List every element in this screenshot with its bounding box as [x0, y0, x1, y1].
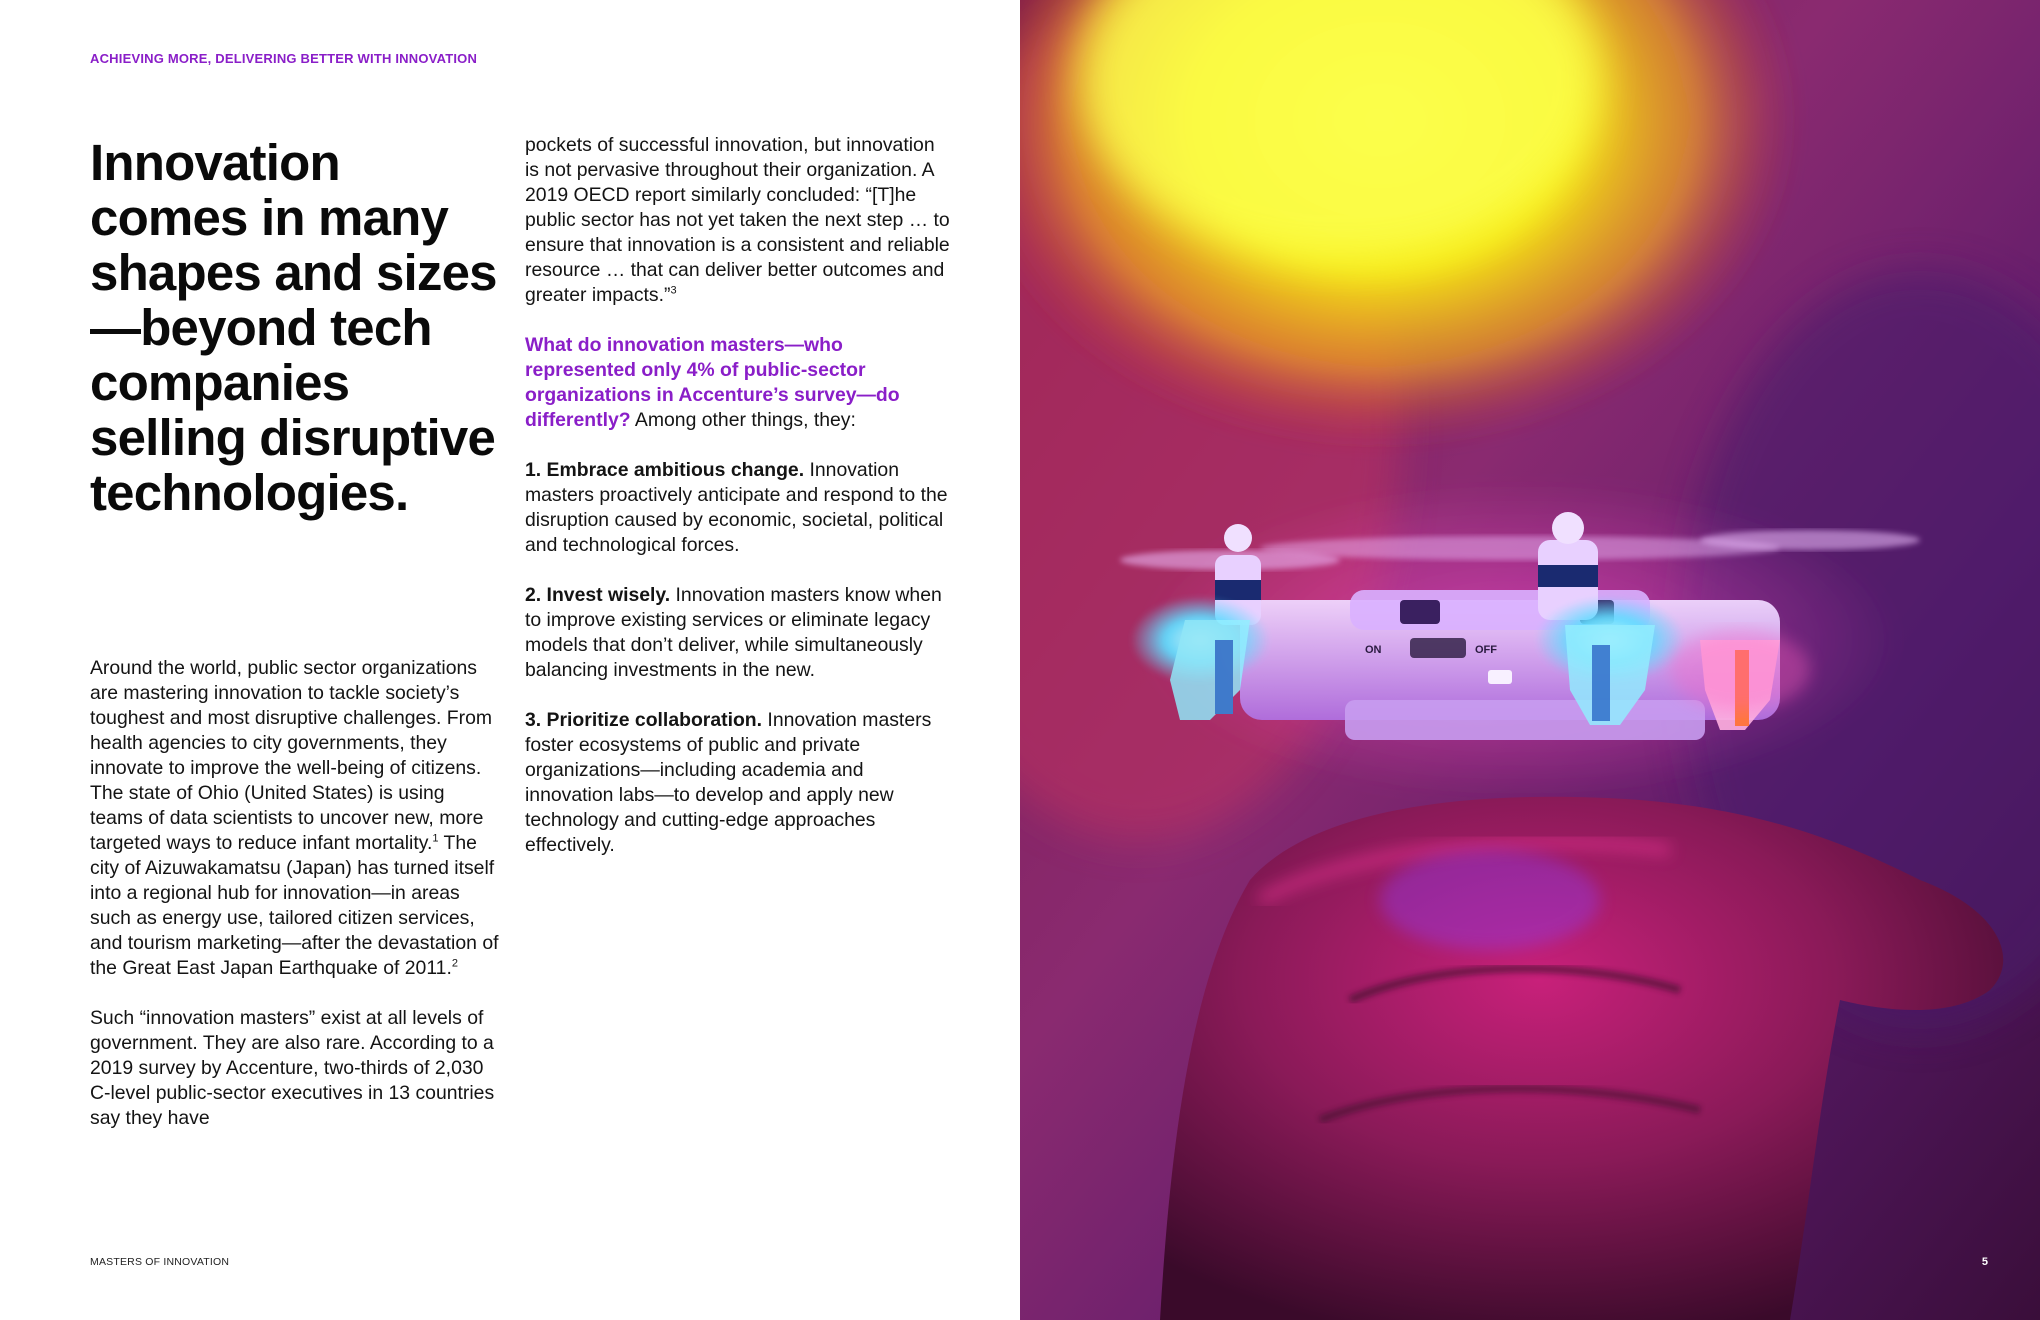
- footnote-ref-2[interactable]: 2: [451, 957, 458, 970]
- oecd-paragraph: pockets of successful innovation, but innovation is not pervasive throughout their organization. A 2019 OECD report similarly concluded: “[T]he public sector has not yet taken the next step … to ensure that innovation is a consistent and reliable resource … that can deliver better outcomes and greater impacts.”$^3$: [525, 134, 950, 306]
- footer-title: MASTERS OF INNOVATION: [90, 1256, 230, 1268]
- question-paragraph: What do innovation masters—who represented only 4% of public-sector organizations in Accenture’s survey—do differently? Among other things, they:: [525, 334, 900, 431]
- right-page: [1020, 0, 2040, 1320]
- page-number: 5: [1981, 1256, 1988, 1268]
- question-highlight: What do innovation masters—who represented only 4% of public-sector organizations in Accenture’s survey—do differently?: [525, 334, 900, 431]
- middle-text-column: [525, 133, 950, 883]
- page-headline: Innovation comes in many shapes and sizes—beyond tech companies selling disruptive technologies.: [90, 134, 497, 521]
- drone-off-label: OFF: [1475, 644, 1497, 656]
- list-item-1: 1. Embrace ambitious change. Innovation masters proactively anticipate and respond to the disruption caused by economic, societal, political and technological forces.: [525, 459, 948, 556]
- left-text-column: [90, 656, 500, 1156]
- list-item-1-title: 1. Embrace ambitious change.: [525, 459, 805, 481]
- eyebrow-header: ACHIEVING MORE, DELIVERING BETTER WITH INNOVATION: [90, 51, 478, 66]
- drone-on-label: ON: [1365, 644, 1382, 656]
- list-item-3-title: 3. Prioritize collaboration.: [525, 709, 763, 731]
- list-item-2-title: 2. Invest wisely.: [525, 584, 671, 606]
- intro-paragraph: Around the world, public sector organizations are mastering innovation to tackle society’s toughest and most disruptive challenges. From health agencies to city governments, they innovate to improve the well-being of citizens. The state of Ohio (United States) is using teams of data scientists to uncover new, more targeted ways to reduce infant mortality.$^1$ The city of Aizuwakamatsu (Japan) has turned itself into a regional hub for innovation—in areas such as energy use, tailored citizen services, and tourism marketing—after the devastation of the Great East Japan Earthquake of 2011.$^2$: [90, 657, 499, 979]
- list-item-2: 2. Invest wisely. Innovation masters know when to improve existing services or eliminate legacy models that don’t deliver, while simultaneously balancing investments in the new.: [525, 584, 942, 681]
- footnote-ref-1[interactable]: 1: [432, 832, 439, 845]
- footnote-ref-3[interactable]: 3: [670, 284, 677, 297]
- drone-photo: [1020, 0, 2040, 1320]
- innovation-masters-paragraph: Such “innovation masters” exist at all levels of government. They are also rare. According to a 2019 survey by Accenture, two-thirds of 2,030 C-level public-sector executives in 13 countries say they have: [90, 1007, 495, 1129]
- list-item-3: 3. Prioritize collaboration. Innovation masters foster ecosystems of public and private organizations—including academia and innovation labs—to develop and apply new technology and cutting-edge approaches effectively.: [525, 709, 932, 856]
